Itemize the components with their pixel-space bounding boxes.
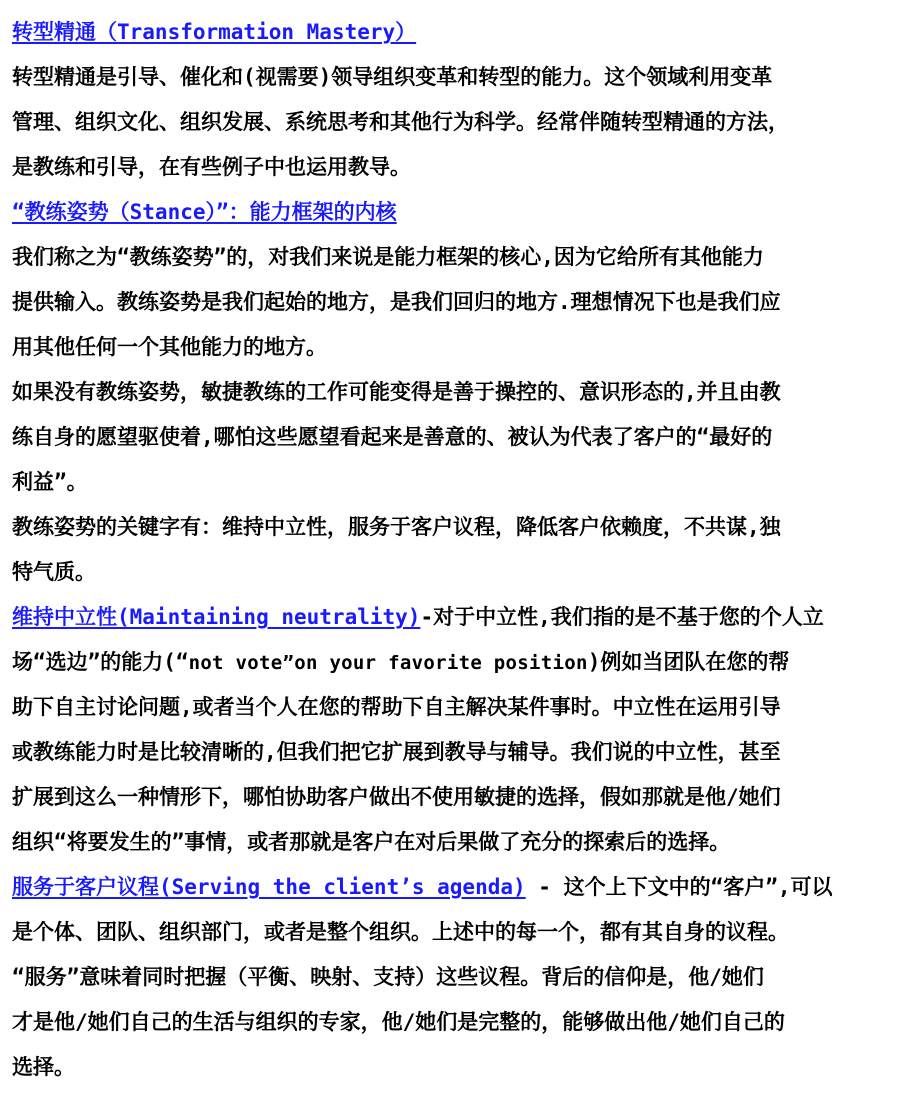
paragraph-line: 才是他/她们自己的生活与组织的专家，他/她们是完整的，能够做出他/她们自己的 [12, 1010, 785, 1034]
paragraph-line: 特气质。 [12, 560, 96, 584]
neutrality-second-line [12, 644, 892, 689]
neutrality-intro-text: -对于中立性,我们指的是不基于您的个人立 [420, 605, 824, 629]
agenda-intro-text: - 这个上下文中的“客户”,可以 [525, 875, 833, 899]
coaching-stance-heading-link[interactable]: “教练姿势（Stance）”：能力框架的内核 [12, 200, 397, 224]
paragraph-line: 助下自主讨论问题,或者当个人在您的帮助下自主解决某件事时。中立性在运用引导 [12, 695, 781, 719]
maintaining-neutrality-link[interactable]: 维持中立性(Maintaining neutrality) [12, 605, 421, 629]
section-heading-transformation [12, 14, 892, 59]
neutrality-text-b: not vote”on your favorite position [188, 652, 588, 674]
paragraph-line: “服务”意味着同时把握（平衡、映射、支持）这些议程。背后的信仰是，他/她们 [12, 965, 764, 989]
transformation-heading-link[interactable]: 转型精通（Transformation Mastery） [12, 20, 417, 44]
section-heading-coaching-stance [12, 194, 892, 239]
neutrality-text-a: 场“选边”的能力(“ [12, 650, 189, 674]
paragraph-line: 我们称之为“教练姿势”的，对我们来说是能力框架的核心,因为它给所有其他能力 [12, 245, 764, 269]
paragraph-line: 选择。 [12, 1055, 75, 1079]
paragraph-line: 利益”。 [12, 470, 88, 494]
paragraph-line: 教练姿势的关键字有：维持中立性，服务于客户议程，降低客户依赖度，不共谋,独 [12, 515, 781, 539]
document-page [12, 14, 892, 1094]
paragraph-line: 扩展到这么一种情形下，哪怕协助客户做出不使用敏捷的选择，假如那就是他/她们 [12, 785, 781, 809]
neutrality-text-c: )例如当团队在您的帮 [587, 650, 790, 674]
paragraph-line: 练自身的愿望驱使着,哪怕这些愿望看起来是善意的、被认为代表了客户的“最好的 [12, 425, 773, 449]
paragraph-line: 组织“将要发生的”事情，或者那就是客户在对后果做了充分的探索后的选择。 [12, 830, 731, 854]
paragraph-line: 提供输入。教练姿势是我们起始的地方，是我们回归的地方.理想情况下也是我们应 [12, 290, 781, 314]
serving-client-agenda-link[interactable]: 服务于客户议程(Serving the client’s agenda) [12, 875, 526, 899]
paragraph-line: 如果没有教练姿势，敏捷教练的工作可能变得是善于操控的、意识形态的,并且由教 [12, 380, 781, 404]
paragraph-line: 转型精通是引导、催化和(视需要)领导组织变革和转型的能力。这个领域利用变革 [12, 65, 773, 89]
paragraph-line: 用其他任何一个其他能力的地方。 [12, 335, 327, 359]
paragraph-line: 或教练能力时是比较清晰的,但我们把它扩展到教导与辅导。我们说的中立性，甚至 [12, 740, 781, 764]
neutrality-first-line [12, 599, 892, 644]
paragraph-line: 是个体、团队、组织部门，或者是整个组织。上述中的每一个，都有其自身的议程。 [12, 920, 789, 944]
paragraph-line: 是教练和引导，在有些例子中也运用教导。 [12, 155, 411, 179]
agenda-first-line [12, 869, 892, 914]
paragraph-line: 管理、组织文化、组织发展、系统思考和其他行为科学。经常伴随转型精通的方法， [12, 110, 789, 134]
